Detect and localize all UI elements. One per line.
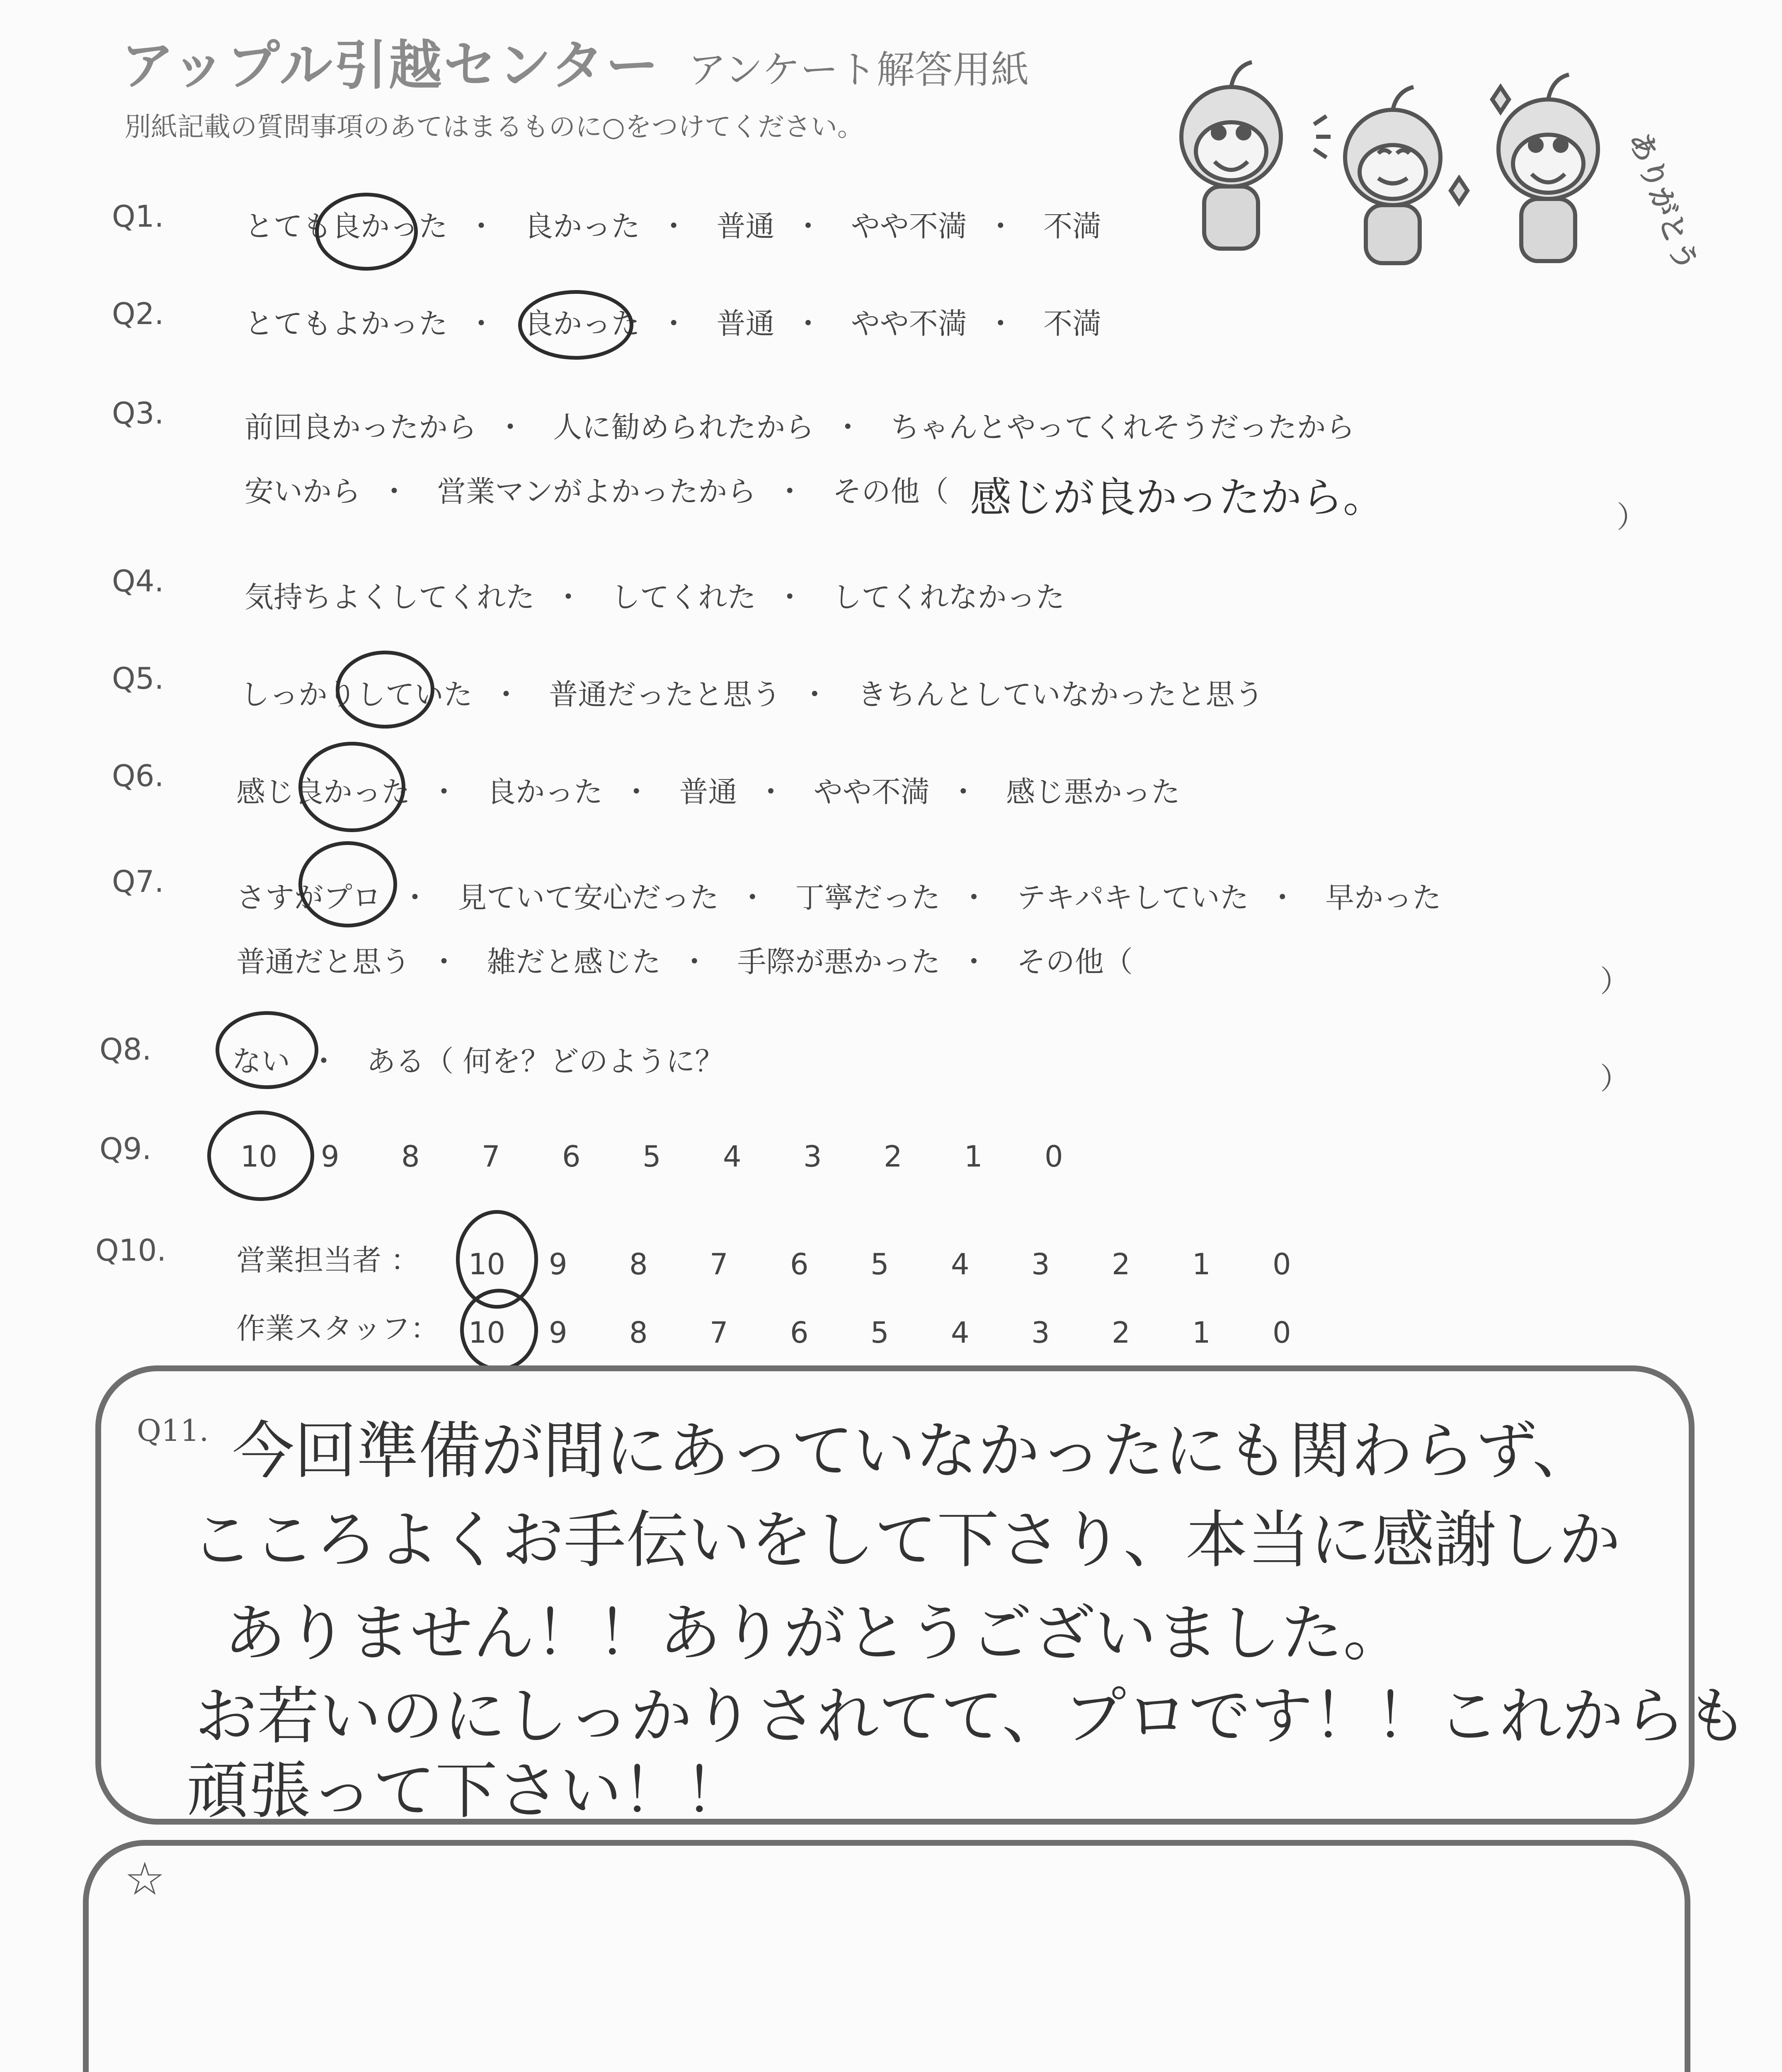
q9-score-4[interactable]: 4 xyxy=(723,1140,742,1174)
q7-option-3[interactable]: 丁寧だった xyxy=(795,881,941,915)
form-subtitle: アンケート解答用紙 xyxy=(688,48,1029,92)
q1-option-3[interactable]: 普通 xyxy=(716,209,775,243)
q2-selection-circle xyxy=(518,290,633,360)
q10-staff-score-4[interactable]: 4 xyxy=(951,1316,970,1350)
q8-selection-circle xyxy=(216,1011,318,1089)
monkey-mascots-illustration xyxy=(1152,54,1704,276)
q6-selection-circle xyxy=(298,742,405,832)
q3-option-4[interactable]: 安いから xyxy=(245,474,361,508)
q7-close-paren: ） xyxy=(1600,964,1630,999)
q4-options: 気持ちよくしてくれた ・ してくれた ・ してくれなかった xyxy=(245,580,1065,614)
q10-sales-score-5[interactable]: 5 xyxy=(870,1247,889,1281)
extra-comment-box xyxy=(83,1840,1690,2072)
q5-options: しっかりしていた ・ 普通だったと思う ・ きちんとしていなかったと思う xyxy=(240,678,1264,712)
q2-option-3[interactable]: 普通 xyxy=(716,307,775,341)
q7-option-2[interactable]: 見ていて安心だった xyxy=(458,881,719,915)
q9-score-7[interactable]: 7 xyxy=(482,1140,500,1174)
q7-option-other[interactable]: その他（ xyxy=(1016,945,1133,979)
q7-option-4[interactable]: テキパキしていた xyxy=(1016,881,1249,915)
q7-option-1[interactable]: さすがプロ xyxy=(236,881,381,915)
q4-option-2[interactable]: してくれた xyxy=(611,580,756,614)
q5-selection-circle xyxy=(336,651,434,729)
q11-handwritten-line-1: 今回準備が間にあっていなかったにも関わらず、 xyxy=(232,1415,1595,1487)
q2-option-2[interactable]: 良かった xyxy=(524,307,640,341)
q10-staff-score-5[interactable]: 5 xyxy=(870,1316,889,1350)
q3-option-5[interactable]: 営業マンがよかったから xyxy=(437,474,756,508)
q7-option-8[interactable]: 手際が悪かった xyxy=(737,945,941,979)
q4-label: Q4. xyxy=(112,564,164,598)
q6-label: Q6. xyxy=(112,758,164,793)
q8-option-2[interactable]: ある（ 何を？どのように？ xyxy=(366,1044,724,1078)
q2-option-4[interactable]: やや不満 xyxy=(851,307,967,341)
q9-label: Q9. xyxy=(99,1131,152,1166)
q9-score-3[interactable]: 3 xyxy=(803,1140,822,1174)
monkey-mascot-1 xyxy=(1181,62,1281,249)
q9-selection-circle xyxy=(207,1111,314,1201)
q10-staff-selection-circle xyxy=(460,1289,538,1371)
monkey-mascot-3 xyxy=(1498,75,1598,261)
q8-options: ない ・ ある（ 何を？どのように？ xyxy=(232,1044,724,1078)
q10-staff-score-0[interactable]: 0 xyxy=(1273,1316,1291,1350)
mascot-thanks-text: ありがとう xyxy=(1622,127,1704,276)
q11-handwritten-line-5: 頑張って下さい！！ xyxy=(187,1755,747,1827)
q6-option-3[interactable]: 普通 xyxy=(679,775,737,809)
q7-option-7[interactable]: 雑だと感じた xyxy=(487,945,661,979)
q1-label: Q1. xyxy=(112,199,164,234)
q7-selection-circle xyxy=(298,841,397,927)
q2-label: Q2. xyxy=(112,296,164,331)
q10-sales-score-0[interactable]: 0 xyxy=(1273,1247,1291,1281)
q2-option-1[interactable]: とてもよかった xyxy=(245,307,448,341)
q3-other-handwritten: 感じが良かったから。 xyxy=(970,473,1384,522)
q10-staff-score-10[interactable]: 10 xyxy=(468,1316,506,1350)
q4-option-3[interactable]: してくれなかった xyxy=(832,580,1065,614)
q9-score-6[interactable]: 6 xyxy=(562,1140,581,1174)
q10-sales-score-8[interactable]: 8 xyxy=(629,1247,648,1281)
q7-options-line1: さすがプロ ・ 見ていて安心だった ・ 丁寧だった ・ テキパキしていた ・ 早かった xyxy=(236,881,1442,915)
q11-handwritten-line-3: ありません！！ありがとうございました。 xyxy=(224,1598,1406,1670)
q10-sales-scale xyxy=(468,1247,1353,1281)
q1-option-4[interactable]: やや不満 xyxy=(851,209,967,243)
q10-staff-score-3[interactable]: 3 xyxy=(1031,1316,1050,1350)
instruction-text: 別紙記載の質問事項のあてはまるものに○をつけてください。 xyxy=(124,112,864,143)
q10-sales-score-6[interactable]: 6 xyxy=(790,1247,809,1281)
q10-staff-label: 作業スタッフ： xyxy=(236,1312,439,1346)
q1-selection-circle xyxy=(315,193,418,271)
q7-option-6[interactable]: 普通だと思う xyxy=(236,945,410,979)
q6-option-4[interactable]: やや不満 xyxy=(813,775,930,809)
q3-option-2[interactable]: 人に勧められたから xyxy=(553,410,815,444)
q3-close-paren: ） xyxy=(1617,500,1647,535)
q5-option-2[interactable]: 普通だったと思う xyxy=(549,678,781,712)
q10-label: Q10. xyxy=(95,1233,167,1268)
q3-options-line1: 前回良かったから ・ 人に勧められたから ・ ちゃんとやってくれそうだったから xyxy=(245,410,1355,444)
q10-sales-score-7[interactable]: 7 xyxy=(710,1247,728,1281)
q3-options-line2: 安いから ・ 営業マンがよかったから ・ その他（ xyxy=(245,474,949,508)
monkey-mascot-2 xyxy=(1345,87,1440,263)
q1-options: とても良かった ・ 良かった ・ 普通 ・ やや不満 ・ 不満 xyxy=(245,209,1102,243)
q3-option-1[interactable]: 前回良かったから xyxy=(245,410,477,444)
q9-score-5[interactable]: 5 xyxy=(642,1140,661,1174)
q3-label: Q3. xyxy=(112,396,164,431)
q9-score-10[interactable]: 10 xyxy=(240,1140,278,1174)
q10-staff-score-1[interactable]: 1 xyxy=(1192,1316,1211,1350)
q9-score-0[interactable]: 0 xyxy=(1045,1140,1063,1174)
q6-option-2[interactable]: 良かった xyxy=(487,775,603,809)
q10-staff-score-6[interactable]: 6 xyxy=(790,1316,809,1350)
q2-options: とてもよかった ・ 良かった ・ 普通 ・ やや不満 ・ 不満 xyxy=(245,307,1102,341)
q5-option-3[interactable]: きちんとしていなかったと思う xyxy=(857,678,1264,712)
q10-sales-score-2[interactable]: 2 xyxy=(1112,1247,1130,1281)
q11-handwritten-line-4: お若いのにしっかりされてて、プロです！！これからも xyxy=(195,1680,1748,1752)
q10-staff-scale xyxy=(468,1316,1353,1350)
q6-option-1[interactable]: 感じ良かった xyxy=(236,775,410,809)
q8-option-1[interactable]: ない xyxy=(232,1044,290,1078)
q9-scale xyxy=(240,1140,1125,1174)
q10-staff-score-2[interactable]: 2 xyxy=(1112,1316,1130,1350)
q9-score-8[interactable]: 8 xyxy=(401,1140,420,1174)
q6-options: 感じ良かった ・ 良かった ・ 普通 ・ やや不満 ・ 感じ悪かった xyxy=(236,775,1181,809)
q3-option-other[interactable]: その他（ xyxy=(832,474,949,508)
q9-score-9[interactable]: 9 xyxy=(321,1140,339,1174)
company-title: アップル引越センター xyxy=(121,35,660,97)
q8-label: Q8. xyxy=(99,1032,152,1067)
q10-sales-score-9[interactable]: 9 xyxy=(549,1247,567,1281)
q2-option-5[interactable]: 不満 xyxy=(1043,307,1102,341)
q9-score-2[interactable]: 2 xyxy=(884,1140,902,1174)
q7-options-line2: 普通だと思う ・ 雑だと感じた ・ 手際が悪かった ・ その他（ xyxy=(236,945,1133,979)
q8-close-paren: ） xyxy=(1600,1061,1630,1096)
q5-option-1[interactable]: しっかりしていた xyxy=(240,678,473,712)
q10-staff-score-7[interactable]: 7 xyxy=(710,1316,728,1350)
q10-sales-score-1[interactable]: 1 xyxy=(1192,1247,1211,1281)
q7-option-5[interactable]: 早かった xyxy=(1325,881,1442,915)
q7-label: Q7. xyxy=(112,864,164,899)
q10-sales-score-4[interactable]: 4 xyxy=(951,1247,970,1281)
q6-option-5[interactable]: 感じ悪かった xyxy=(1006,775,1181,809)
q11-label: Q11. xyxy=(137,1413,209,1448)
q1-option-5[interactable]: 不満 xyxy=(1043,209,1102,243)
q11-handwritten-line-2: こころよくお手伝いをして下さり、本当に感謝しか xyxy=(191,1504,1621,1576)
q1-option-1[interactable]: とても良かった xyxy=(245,209,448,243)
star-marker: ☆ xyxy=(124,1852,165,1905)
q10-staff-score-9[interactable]: 9 xyxy=(549,1316,567,1350)
q3-option-3[interactable]: ちゃんとやってくれそうだったから xyxy=(890,410,1355,444)
q10-sales-score-3[interactable]: 3 xyxy=(1031,1247,1050,1281)
q10-sales-score-10[interactable]: 10 xyxy=(468,1247,506,1281)
q10-staff-score-8[interactable]: 8 xyxy=(629,1316,648,1350)
q10-sales-label: 営業担当者 ： xyxy=(236,1243,420,1277)
q1-option-2[interactable]: 良かった xyxy=(524,209,640,243)
q5-label: Q5. xyxy=(112,661,164,696)
q9-score-1[interactable]: 1 xyxy=(964,1140,983,1174)
q4-option-1[interactable]: 気持ちよくしてくれた xyxy=(245,580,535,614)
